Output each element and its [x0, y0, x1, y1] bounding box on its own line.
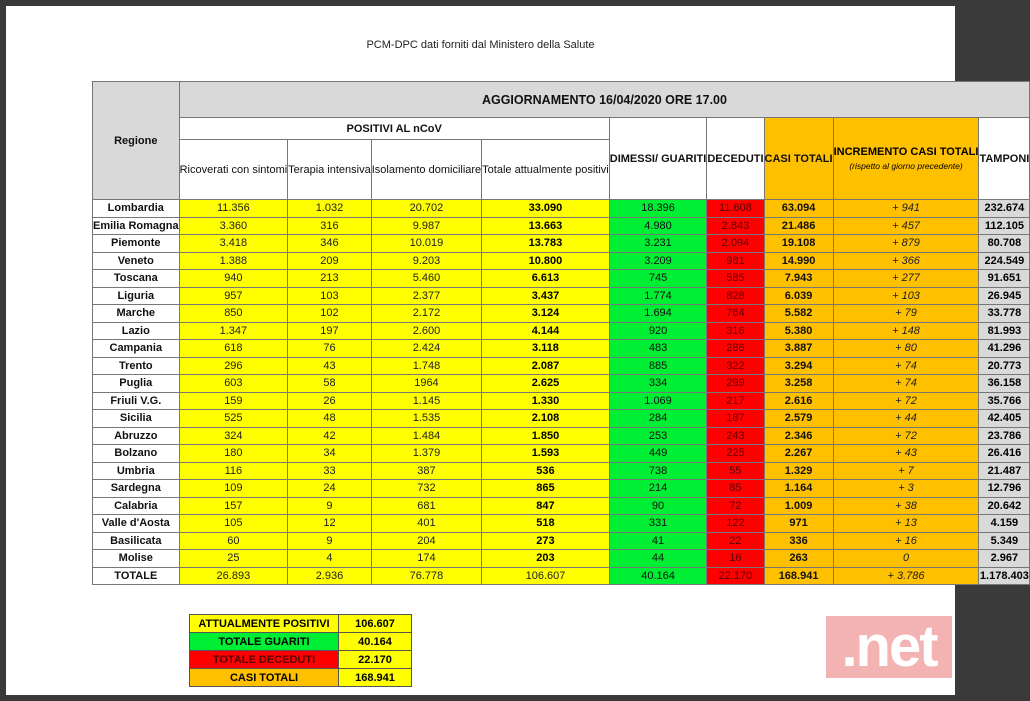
- recovered-value: 1.069: [609, 392, 707, 410]
- increment-value: + 941: [833, 200, 979, 218]
- table-row: [93, 462, 1030, 480]
- recovered-value: 214: [609, 480, 707, 498]
- deceased-value: 85: [707, 480, 764, 498]
- deceased-value: 322: [707, 357, 764, 375]
- region-name: Veneto: [93, 252, 180, 270]
- region-name: Puglia: [93, 375, 180, 393]
- increment-value: + 13: [833, 515, 979, 533]
- deceased-value: 2.094: [707, 235, 764, 253]
- region-name: Sardegna: [93, 480, 180, 498]
- total-positive-value: 518: [482, 515, 610, 533]
- hospitalized-value: 105: [179, 515, 288, 533]
- total-positive-value: 2.625: [482, 375, 610, 393]
- region-name: Lazio: [93, 322, 180, 340]
- increment-header: [833, 118, 979, 200]
- recovered-value: 284: [609, 410, 707, 428]
- region-name: Abruzzo: [93, 427, 180, 445]
- hospitalized-value: 603: [179, 375, 288, 393]
- intensive-value: 102: [288, 305, 372, 323]
- total-positive-value: 203: [482, 550, 610, 568]
- update-header: AGGIORNAMENTO 16/04/2020 ORE 17.00: [179, 82, 1030, 118]
- total-positive-value: 2.108: [482, 410, 610, 428]
- tests-value: 35.766: [979, 392, 1030, 410]
- tests-value: 41.296: [979, 340, 1030, 358]
- hospitalized-value: 957: [179, 287, 288, 305]
- recovered-value: 920: [609, 322, 707, 340]
- increment-value: + 74: [833, 375, 979, 393]
- hospitalized-value: 296: [179, 357, 288, 375]
- deceased-value: 11.608: [707, 200, 764, 218]
- summary-label: CASI TOTALI: [190, 669, 339, 687]
- total-cases-header: CASI TOTALI: [764, 118, 833, 200]
- total-cases-value: 3.294: [764, 357, 833, 375]
- region-name: Basilicata: [93, 532, 180, 550]
- tests-value: 2.967: [979, 550, 1030, 568]
- table-row: [93, 392, 1030, 410]
- home-isolation-value: 1.535: [371, 410, 481, 428]
- region-name: Umbria: [93, 462, 180, 480]
- table-row: [93, 357, 1030, 375]
- table-row: [93, 270, 1030, 288]
- deceased-value: 316: [707, 322, 764, 340]
- home-isolation-value: 1964: [371, 375, 481, 393]
- intensive-value: 9: [288, 532, 372, 550]
- table-row: [93, 480, 1030, 498]
- hospitalized-value: 940: [179, 270, 288, 288]
- total-positive-value: 10.800: [482, 252, 610, 270]
- recovered-value: 1.774: [609, 287, 707, 305]
- home-isolation-value: 1.748: [371, 357, 481, 375]
- total-positive-value: 13.783: [482, 235, 610, 253]
- recovered-value: 738: [609, 462, 707, 480]
- deceased-value: 828: [707, 287, 764, 305]
- intensive-value: 42: [288, 427, 372, 445]
- total-positive-value: 1.330: [482, 392, 610, 410]
- tests-value: 1.178.403: [979, 567, 1030, 585]
- total-positive-value: 106.607: [482, 567, 610, 585]
- tests-value: 42.405: [979, 410, 1030, 428]
- document-page: [6, 6, 1030, 695]
- hospitalized-value: 26.893: [179, 567, 288, 585]
- deceased-value: 243: [707, 427, 764, 445]
- total-positive-value: 4.144: [482, 322, 610, 340]
- intensive-value: 2.936: [288, 567, 372, 585]
- tests-value: 33.778: [979, 305, 1030, 323]
- intensive-value: 346: [288, 235, 372, 253]
- summary-table: [189, 614, 412, 687]
- recovered-value: 253: [609, 427, 707, 445]
- tests-value: 5.349: [979, 532, 1030, 550]
- summary-value: 40.164: [339, 633, 412, 651]
- tests-value: 20.642: [979, 497, 1030, 515]
- total-positive-value: 536: [482, 462, 610, 480]
- table-row: [93, 252, 1030, 270]
- intensive-value: 12: [288, 515, 372, 533]
- intensive-value: 197: [288, 322, 372, 340]
- total-cases-value: 2.579: [764, 410, 833, 428]
- region-name: Emilia Romagna: [93, 217, 180, 235]
- total-positive-value: 3.118: [482, 340, 610, 358]
- total-cases-value: 19.108: [764, 235, 833, 253]
- intensive-value: 103: [288, 287, 372, 305]
- table-row: [93, 340, 1030, 358]
- summary-row: [190, 615, 412, 633]
- tests-value: 81.993: [979, 322, 1030, 340]
- deceased-value: 2.843: [707, 217, 764, 235]
- tests-value: 26.416: [979, 445, 1030, 463]
- deceased-value: 55: [707, 462, 764, 480]
- summary-value: 168.941: [339, 669, 412, 687]
- total-cases-value: 14.990: [764, 252, 833, 270]
- hospitalized-value: 60: [179, 532, 288, 550]
- region-name: Liguria: [93, 287, 180, 305]
- deceased-value: 217: [707, 392, 764, 410]
- region-name: Marche: [93, 305, 180, 323]
- recovered-value: 334: [609, 375, 707, 393]
- recovered-value: 18.396: [609, 200, 707, 218]
- increment-value: + 277: [833, 270, 979, 288]
- total-cases-value: 6.039: [764, 287, 833, 305]
- total-positive-value: 33.090: [482, 200, 610, 218]
- summary-label: TOTALE GUARITI: [190, 633, 339, 651]
- home-isolation-value: 76.778: [371, 567, 481, 585]
- hospitalized-value: 159: [179, 392, 288, 410]
- home-isolation-value: 2.424: [371, 340, 481, 358]
- region-name: TOTALE: [93, 567, 180, 585]
- intensive-header: Terapia intensiva: [288, 140, 372, 200]
- summary-label: ATTUALMENTE POSITIVI: [190, 615, 339, 633]
- table-row: [93, 550, 1030, 568]
- region-name: Trento: [93, 357, 180, 375]
- hospitalized-value: 1.388: [179, 252, 288, 270]
- intensive-value: 1.032: [288, 200, 372, 218]
- home-isolation-value: 2.172: [371, 305, 481, 323]
- covid-region-table: [92, 81, 1030, 585]
- recovered-value: 1.694: [609, 305, 707, 323]
- total-positive-value: 3.124: [482, 305, 610, 323]
- home-isolation-value: 2.600: [371, 322, 481, 340]
- summary-value: 106.607: [339, 615, 412, 633]
- hospitalized-value: 1.347: [179, 322, 288, 340]
- total-cases-value: 63.094: [764, 200, 833, 218]
- hospitalized-value: 116: [179, 462, 288, 480]
- region-name: Bolzano: [93, 445, 180, 463]
- tests-value: 80.708: [979, 235, 1030, 253]
- table-row: [93, 497, 1030, 515]
- intensive-value: 4: [288, 550, 372, 568]
- increment-value: + 80: [833, 340, 979, 358]
- hospitalized-value: 850: [179, 305, 288, 323]
- hospitalized-header: Ricoverati con sintomi: [179, 140, 288, 200]
- table-row: [93, 235, 1030, 253]
- home-isolation-value: 681: [371, 497, 481, 515]
- increment-value: + 43: [833, 445, 979, 463]
- increment-value: + 3: [833, 480, 979, 498]
- table-row: [93, 375, 1030, 393]
- total-cases-value: 7.943: [764, 270, 833, 288]
- intensive-value: 316: [288, 217, 372, 235]
- region-name: Sicilia: [93, 410, 180, 428]
- table-row: [93, 200, 1030, 218]
- hospitalized-value: 109: [179, 480, 288, 498]
- total-positive-value: 6.613: [482, 270, 610, 288]
- home-isolation-value: 174: [371, 550, 481, 568]
- region-name: Valle d'Aosta: [93, 515, 180, 533]
- recovered-value: 449: [609, 445, 707, 463]
- intensive-value: 33: [288, 462, 372, 480]
- table-row: [93, 445, 1030, 463]
- deceased-value: 764: [707, 305, 764, 323]
- intensive-value: 209: [288, 252, 372, 270]
- increment-header-label: INCREMENTO CASI TOTALI: [833, 146, 979, 158]
- intensive-value: 213: [288, 270, 372, 288]
- recovered-value: 44: [609, 550, 707, 568]
- total-row: [93, 567, 1030, 585]
- total-positive-value: 3.437: [482, 287, 610, 305]
- total-cases-value: 3.258: [764, 375, 833, 393]
- total-positive-header: Totale attualmente positivi: [482, 140, 610, 200]
- increment-value: + 103: [833, 287, 979, 305]
- recovered-value: 4.980: [609, 217, 707, 235]
- table-row: [93, 410, 1030, 428]
- tests-value: 20.773: [979, 357, 1030, 375]
- total-cases-value: 1.009: [764, 497, 833, 515]
- home-isolation-value: 732: [371, 480, 481, 498]
- hospitalized-value: 3.360: [179, 217, 288, 235]
- home-isolation-value: 20.702: [371, 200, 481, 218]
- recovered-value: 41: [609, 532, 707, 550]
- total-positive-value: 1.593: [482, 445, 610, 463]
- tests-value: 21.487: [979, 462, 1030, 480]
- tests-value: 224.549: [979, 252, 1030, 270]
- hospitalized-value: 618: [179, 340, 288, 358]
- total-cases-value: 2.616: [764, 392, 833, 410]
- deceased-value: 225: [707, 445, 764, 463]
- intensive-value: 43: [288, 357, 372, 375]
- tests-value: 36.158: [979, 375, 1030, 393]
- recovered-value: 90: [609, 497, 707, 515]
- recovered-value: 745: [609, 270, 707, 288]
- summary-label: TOTALE DECEDUTI: [190, 651, 339, 669]
- hospitalized-value: 324: [179, 427, 288, 445]
- deceased-value: 122: [707, 515, 764, 533]
- deceased-value: 286: [707, 340, 764, 358]
- summary-row: [190, 633, 412, 651]
- total-cases-value: 3.887: [764, 340, 833, 358]
- increment-value: + 457: [833, 217, 979, 235]
- table-row: [93, 217, 1030, 235]
- hospitalized-value: 157: [179, 497, 288, 515]
- region-name: Molise: [93, 550, 180, 568]
- tests-value: 23.786: [979, 427, 1030, 445]
- positives-group-header: POSITIVI AL nCoV: [179, 118, 609, 140]
- home-isolation-value: 1.145: [371, 392, 481, 410]
- home-isolation-value: 5.460: [371, 270, 481, 288]
- total-positive-value: 1.850: [482, 427, 610, 445]
- increment-value: + 16: [833, 532, 979, 550]
- hospitalized-value: 180: [179, 445, 288, 463]
- total-cases-value: 2.267: [764, 445, 833, 463]
- total-cases-value: 5.380: [764, 322, 833, 340]
- region-name: Piemonte: [93, 235, 180, 253]
- increment-value: + 7: [833, 462, 979, 480]
- total-positive-value: 865: [482, 480, 610, 498]
- hospitalized-value: 525: [179, 410, 288, 428]
- increment-value: + 72: [833, 427, 979, 445]
- intensive-value: 34: [288, 445, 372, 463]
- total-cases-value: 5.582: [764, 305, 833, 323]
- tests-value: 91.651: [979, 270, 1030, 288]
- summary-row: [190, 651, 412, 669]
- increment-value: 0: [833, 550, 979, 568]
- tests-value: 112.105: [979, 217, 1030, 235]
- home-isolation-value: 10.019: [371, 235, 481, 253]
- total-cases-value: 1.164: [764, 480, 833, 498]
- total-cases-value: 2.346: [764, 427, 833, 445]
- home-isolation-value: 9.203: [371, 252, 481, 270]
- total-positive-value: 273: [482, 532, 610, 550]
- table-row: [93, 427, 1030, 445]
- deceased-header: DECEDUTI: [707, 118, 764, 200]
- total-positive-value: 13.663: [482, 217, 610, 235]
- intensive-value: 76: [288, 340, 372, 358]
- table-row: [93, 287, 1030, 305]
- home-isolation-value: 204: [371, 532, 481, 550]
- total-cases-value: 971: [764, 515, 833, 533]
- hospitalized-value: 11.356: [179, 200, 288, 218]
- document-title: PCM-DPC dati forniti dal Ministero della Salute: [366, 39, 595, 51]
- increment-value: + 74: [833, 357, 979, 375]
- intensive-value: 58: [288, 375, 372, 393]
- tests-header: TAMPONI: [979, 118, 1030, 200]
- deceased-value: 72: [707, 497, 764, 515]
- home-isolation-value: 9.987: [371, 217, 481, 235]
- increment-value: + 44: [833, 410, 979, 428]
- table-row: [93, 515, 1030, 533]
- total-cases-value: 263: [764, 550, 833, 568]
- total-cases-value: 336: [764, 532, 833, 550]
- watermark-logo: .net: [826, 616, 952, 678]
- increment-header-note: (rispetto al giorno precedente): [849, 161, 963, 171]
- increment-value: + 38: [833, 497, 979, 515]
- total-cases-value: 1.329: [764, 462, 833, 480]
- summary-value: 22.170: [339, 651, 412, 669]
- deceased-value: 16: [707, 550, 764, 568]
- deceased-value: 187: [707, 410, 764, 428]
- deceased-value: 981: [707, 252, 764, 270]
- increment-value: + 879: [833, 235, 979, 253]
- intensive-value: 26: [288, 392, 372, 410]
- deceased-value: 299: [707, 375, 764, 393]
- home-isolation-value: 1.379: [371, 445, 481, 463]
- deceased-value: 585: [707, 270, 764, 288]
- home-isolation-value: 401: [371, 515, 481, 533]
- tests-value: 12.796: [979, 480, 1030, 498]
- hospitalized-value: 3.418: [179, 235, 288, 253]
- deceased-value: 22.170: [707, 567, 764, 585]
- recovered-header: DIMESSI/ GUARITI: [609, 118, 707, 200]
- increment-value: + 72: [833, 392, 979, 410]
- hospitalized-value: 25: [179, 550, 288, 568]
- region-name: Lombardia: [93, 200, 180, 218]
- recovered-value: 483: [609, 340, 707, 358]
- region-name: Campania: [93, 340, 180, 358]
- tests-value: 232.674: [979, 200, 1030, 218]
- intensive-value: 9: [288, 497, 372, 515]
- table-row: [93, 305, 1030, 323]
- total-cases-value: 168.941: [764, 567, 833, 585]
- table-row: [93, 322, 1030, 340]
- region-name: Toscana: [93, 270, 180, 288]
- home-isolation-header: Isolamento domiciliare: [371, 140, 481, 200]
- intensive-value: 24: [288, 480, 372, 498]
- region-name: Friuli V.G.: [93, 392, 180, 410]
- home-isolation-value: 2.377: [371, 287, 481, 305]
- recovered-value: 331: [609, 515, 707, 533]
- recovered-value: 885: [609, 357, 707, 375]
- tests-value: 4.159: [979, 515, 1030, 533]
- summary-row: [190, 669, 412, 687]
- intensive-value: 48: [288, 410, 372, 428]
- recovered-value: 3.231: [609, 235, 707, 253]
- deceased-value: 22: [707, 532, 764, 550]
- increment-value: + 79: [833, 305, 979, 323]
- home-isolation-value: 1.484: [371, 427, 481, 445]
- region-name: Calabria: [93, 497, 180, 515]
- recovered-value: 40.164: [609, 567, 707, 585]
- table-row: [93, 532, 1030, 550]
- home-isolation-value: 387: [371, 462, 481, 480]
- increment-value: + 3.786: [833, 567, 979, 585]
- total-positive-value: 847: [482, 497, 610, 515]
- increment-value: + 366: [833, 252, 979, 270]
- total-positive-value: 2.087: [482, 357, 610, 375]
- region-header: Regione: [93, 82, 180, 200]
- recovered-value: 3.209: [609, 252, 707, 270]
- total-cases-value: 21.486: [764, 217, 833, 235]
- increment-value: + 148: [833, 322, 979, 340]
- tests-value: 26.945: [979, 287, 1030, 305]
